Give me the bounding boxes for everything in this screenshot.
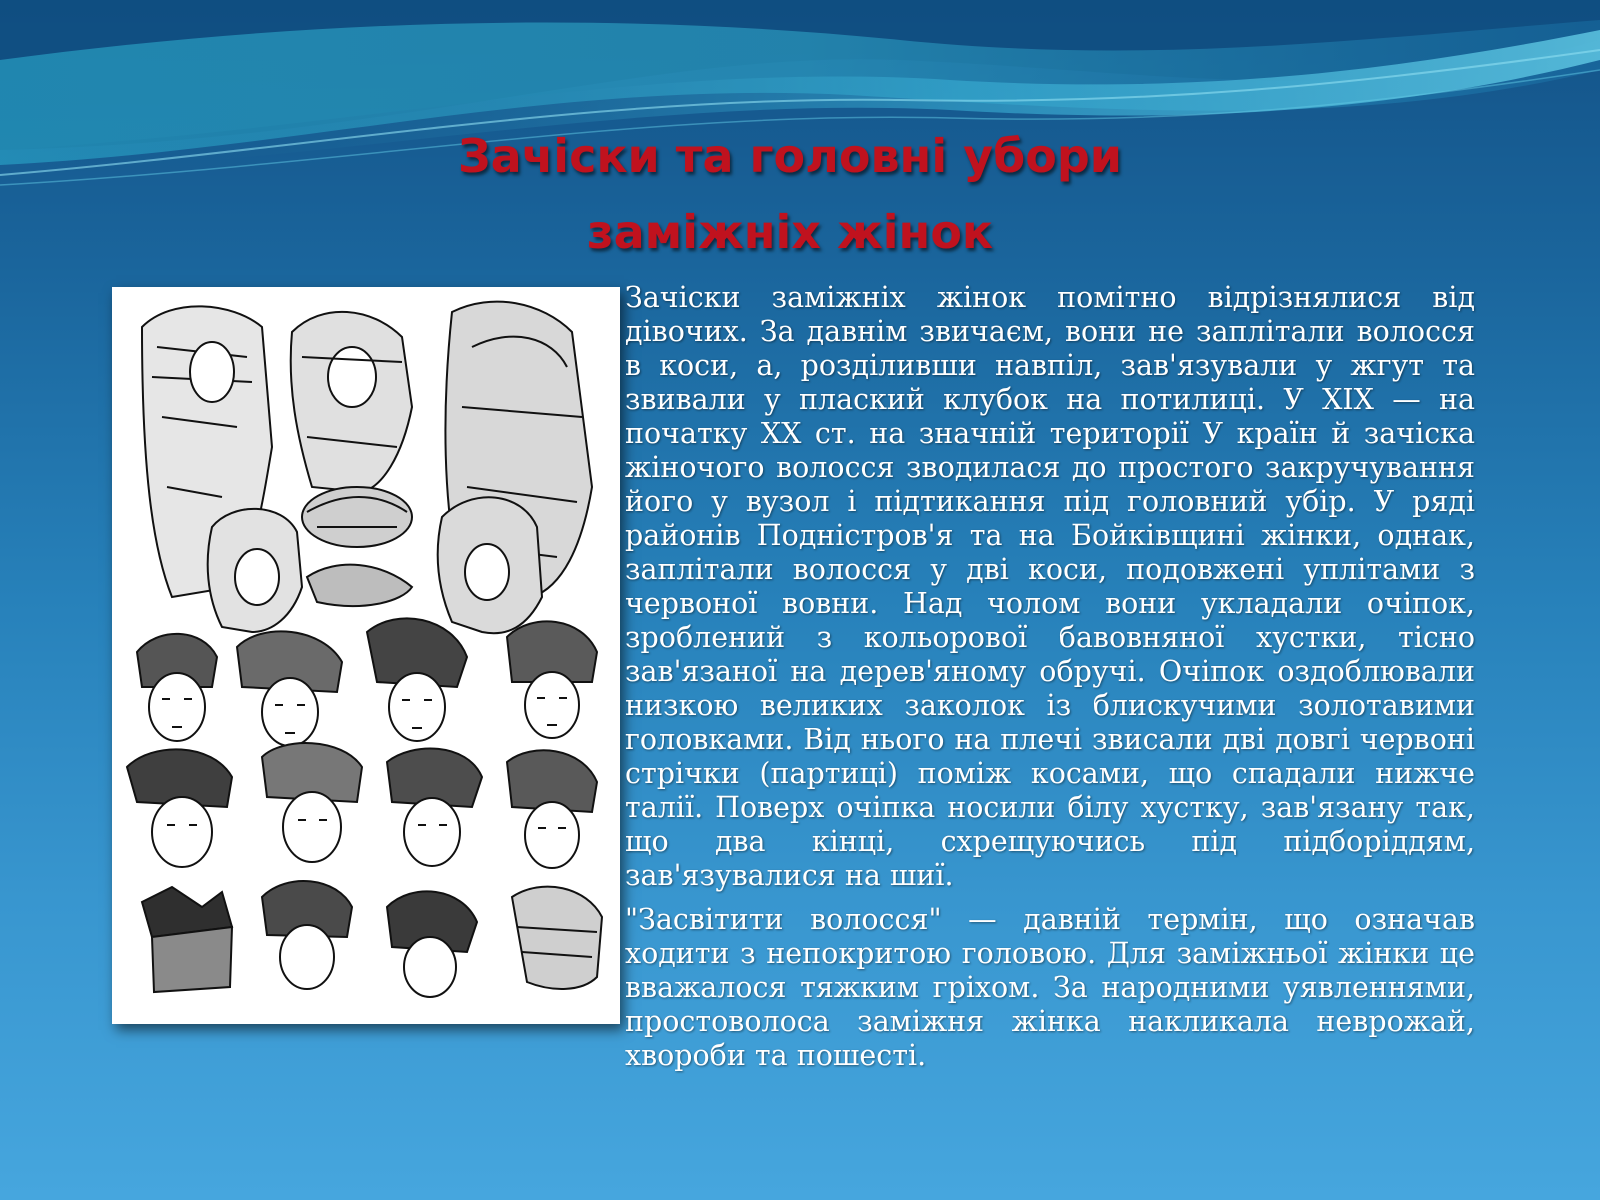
paragraph-1: Зачіски заміжніх жінок помітно відрізнялися від дівочих. За давнім звичаєм, вони не заплітали волосся в коси, а, розділивши навпіл, зав'язували у жгут та звивали у плаский клубок на потилиці. У XIX — на початку XX ст. на значній території У країн й зачіска жіночого волосся зводилася до простого закручування його у вузол і підтикання під головний убір. У ряді районів Подністров'я та на Бойківщині жінки, однак, заплітали волосся у дві коси, подовжені уплітами з червоної вовни. Над чолом вони укладали очіпок, зроблений з кольорової бавовняної хустки, тісно зав'язаної на дерев'яному обручі. Очіпок оздоблювали низкою великих заколок із блискучими золотавими головками. Від нього на плечі звисали дві довгі червоні стрічки (партиці) поміж косами, що спадали нижче талії. Поверх очіпка носили білу хустку, зав'язану так, що два кінці, схрещуючись під підборіддям, зав'язувалися на шиї. <box>625 281 1475 892</box>
headdress-engraving-image <box>112 287 620 1024</box>
slide-title <box>380 118 1200 270</box>
engraving-drawing <box>112 287 620 1024</box>
title-line-2: заміжніх жінок <box>586 205 994 259</box>
paragraph-2: "Засвітити волосся" — давній термін, що означав ходити з непокритою головою. Для заміжньої жінки це вважалося тяжким гріхом. За народними уявленнями, простоволоса заміжня жінка накликала неврожай, хвороби та пошесті. <box>625 903 1475 1072</box>
body-text <box>625 281 1475 1083</box>
title-line-1: Зачіски та головні убори <box>458 129 1122 183</box>
